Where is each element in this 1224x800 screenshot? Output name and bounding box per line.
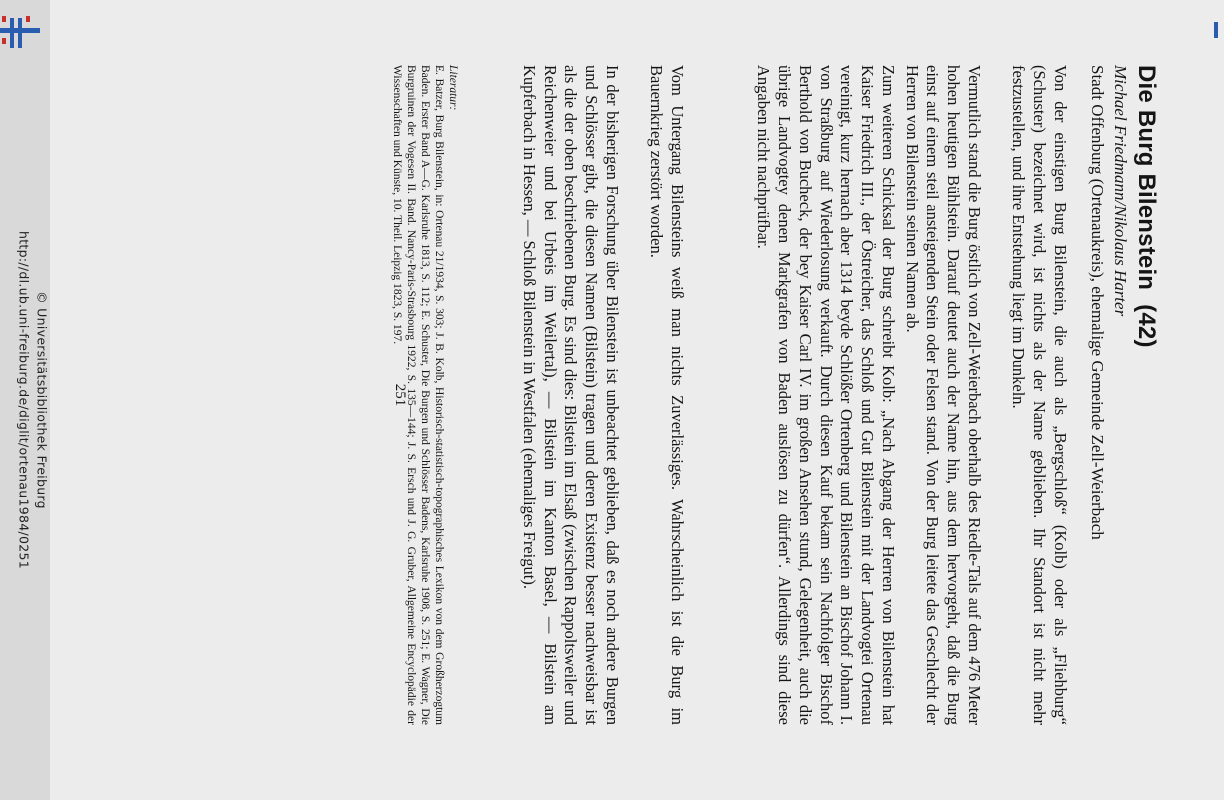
location-line: Stadt Offenburg (Ortenaukreis), ehemalige Gemeinde Zell-Weierbach bbox=[1088, 65, 1107, 540]
paragraph-5: In der bisherigen Forschung über Bilenstein ist unbeachtet geblieben, daß es noch andere Burgen und Schlösser gibt, die diesen Namen (Bilstein) tragen und deren Existenz besser nachweisbar ist als die der oben beschriebenen Burg. Es sind dies: Bilstein im Elsaß (zwischen Rappoltsweiler und Reichenweier und bei Urbeis im Weilertal), — Bilstein im Kanton Basel, — Bilstein am Kupferbach in Hessen, — Schloß Bilenstein in Westfalen (ehemaliges Freigut). bbox=[519, 65, 622, 725]
library-logo-icon bbox=[0, 10, 44, 50]
paragraph-3: Zum weiteren Schicksal der Burg schreibt Kolb: „Nach Abgang der Herren von Bilenstein hat Kaiser Friedrich III., der Östreicher, das Schloß und Gut Bilenstein mit der Landvogtei Ortenau vereinigt, kurz hernach aber 1314 beyde Schlößer Ortenberg und Bilenstein an Bischof Johann I. von Straßburg auf Wiederlosung verkauft. Durch diesen Kauf bekam sein Nachfolger Bischof Berthold von Bucheck, der bey Kaiser Carl IV. im großen Ansehen stund, Gelegenheit, auch die übrige Landvogtey denen Markgrafen von Baden auslösen zu dürfen“. Allerdings sind diese Angaben nicht nachprüfbar. bbox=[754, 65, 898, 725]
paragraph-2: Vermutlich stand die Burg östlich von Zell-Weierbach oberhalb des Riedle-Tals auf dem 476 Meter hohen heutigen Bühlstein. Darauf deutet auch der Name hin, aus dem hervorgeht, daß die Burg einst auf einem steil ansteigenden Stein oder Felsen stand. Von der Burg leitete das Geschlecht der Herren von Bilenstein seinen Namen ab. bbox=[902, 65, 984, 725]
viewer-margin bbox=[0, 0, 50, 800]
authors-line: Michael Friedmann/Nikolaus Harter bbox=[1111, 65, 1130, 317]
paragraph-1: Von der einstigen Burg Bilenstein, die auch als „Bergschloß“ (Kolb) oder als „Fliehburg“ (Schuster) bezeichnet wird, ist nichts als der Name geblieben. Ihr Standort ist nicht mehr festzustellen, und ihre Entstehung liegt im Dunkeln. bbox=[1009, 65, 1070, 725]
page-marker bbox=[1214, 22, 1218, 38]
literature-label: Literatur: bbox=[447, 65, 459, 111]
book-page bbox=[380, 20, 1160, 780]
paragraph-4: Vom Untergang Bilensteins weiß man nichts Zuverlässiges. Wahrscheinlich ist die Burg im Bauernkrieg zerstört worden. bbox=[647, 65, 687, 725]
page-number: 251 bbox=[392, 383, 408, 407]
copyright-notice: © Universitätsbibliothek Freiburg bbox=[34, 291, 50, 509]
page-title bbox=[1132, 65, 1160, 348]
page-scan bbox=[50, 0, 1224, 800]
title-number: (42) bbox=[1133, 304, 1160, 348]
source-url[interactable]: http://dl.ub.uni-freiburg.de/diglit/ortenau1984/0251 bbox=[16, 231, 32, 569]
literature-text: E. Batzer, Burg Bilenstein, in: Ortenau 21/1934, S. 303; J. B. Kolb, Historisch-statistisch-topographisches Lexikon von dem Großherzogtum Baden. Erster Band A—G. Karlsruhe 1813, S. 112; E. Schuster, Die Burgen und Schlösser Badens, Karlsruhe 1908, S. 251; E. Wagner, Die Burgruinen der Vogesen II. Band. Nancy-Paris-Strasbourg 1922, S. 135—144; J. S. Ersch und J. G. Gruber, Allgemeine Encyclopädie der Wissenschaften und Künste, 10. Theil. Leipzig 1823, S. 197. bbox=[391, 65, 445, 725]
title-text: Die Burg Bilenstein bbox=[1133, 65, 1160, 291]
